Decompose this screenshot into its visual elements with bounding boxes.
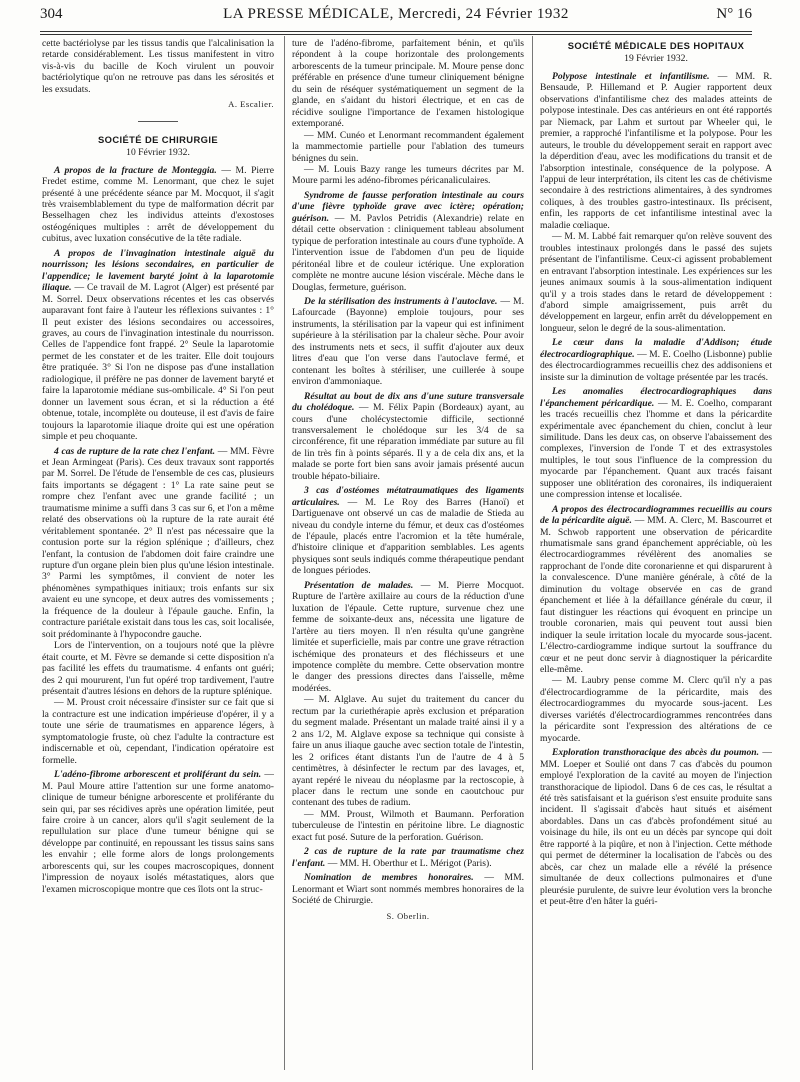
header-rule (40, 31, 752, 32)
article-text: — M. Lafourcade (Bayonne) emploie toujours, pour ses instruments, la stérilisation par la vapeur qui est infiniment supérieure à la stérilisation par la chaleur sèche. Pour avoir des instruments nets et secs, il suffit d'ajouter aux deux litres d'eau que l'on verse dans l'autoclave fermé, et contenant les boîtes à stériliser, une cuillerée à soupe environ d'ammoniaque. (292, 295, 524, 388)
column-divider-1 (284, 36, 285, 1070)
article (540, 71, 772, 231)
paragraph: Lors de l'intervention, on a toujours noté que la plèvre était courte, et M. Fèvre se demande si cette disposition n'a pas facilité les effets du traumatisme. 4 enfants ont guéri; des 2 qui moururent, l'un fut opéré trop tardivement, l'autre présentait d'autres lésions en dehors de la rupture splénique. (42, 640, 274, 698)
article-title: A propos de la fracture de Monteggia. (54, 164, 217, 176)
header-rule-2 (40, 34, 752, 35)
journal-title: LA PRESSE MÉDICALE, Mercredi, 24 Février 1932 (223, 6, 569, 22)
page-number: 304 (40, 6, 63, 22)
article (540, 337, 772, 383)
column-1 (42, 38, 274, 1068)
article (540, 747, 772, 907)
article-text: — M. Pierre Fredet estime, comme M. Lenormant, que chez le sujet présenté à une précédente séance par M. Mocquot, il s'agit très vraisemblablement du type de malformation décrit par Besselhagen chez les individus atteints d'exostoses ostéogéniques multiples : arrêt de développement du cubitus, avec luxation consécutive de la tête radiale. (42, 164, 274, 245)
article (292, 580, 524, 695)
article (42, 446, 274, 641)
article-text: — MM. R. Bensaude, P. Hillemand et P. Augier rapportent deux observations d'infantilisme chez des malades atteints de polypose intestinale. Des cas antérieurs en ont été rapportés par Niemack, par Lahm et surtout par Wheeler qui, le premier, a rapproché l'infantilisme et la polypose. Pour les auteurs, le trouble du développement serait en rapport avec la déperdition d'eau, avec les modifications du transit et de l'absorption intestinale, conséquence de la polypose. A l'appui de leur interprétation, ils citent les cas de chétivisme secondaire à des restrictions alimentaires, à des syndromes coliques, à des troubles gastro-intestinaux. Ils précisent, enfin, les rapports de cet infantilisme intestinal avec la maladie cœliaque. (540, 70, 772, 231)
section-title: SOCIÉTÉ MÉDICALE DES HOPITAUX (567, 40, 745, 51)
paragraph: — MM. Cunéo et Lenormant recommandent également la mammectomie partielle pour l'ablation des tumeurs bénignes du sein. (292, 129, 524, 164)
paragraph: ture de l'adéno-fibrome, parfaitement bénin, et qu'ils répondent à la coupe horizontale des prolongements arborescents de la tumeur principale. M. Moure pense donc préférable en présence d'une tumeur cliniquement bénigne du sein de réséquer systématiquement un segment de la glande, en s'aidant du histori électrique, et en cas de récidive souligne l'importance de l'examen histologique extemporané. (292, 38, 524, 130)
article-title: Polypose intestinale et infantilisme. (552, 70, 710, 82)
article-text: — M. E. Coelho (Lisbonne) publie des électrocardiogrammes recueillis chez des addisoniens et insiste sur la diminution de voltage présentée par les tracés. (540, 348, 772, 383)
paragraph: — MM. Proust, Wilmoth et Baumann. Perforation tuberculeuse de l'intestin en péritoine libre. Le diagnostic exact fut posé. Suture de la perforation. Guérison. (292, 808, 524, 843)
article (292, 391, 524, 483)
article-title: L'adéno-fibrome arborescent et proliférant du sein. (54, 769, 262, 781)
article-text: — MM. H. Oberthur et L. Mérigot (Paris). (327, 857, 492, 869)
column-divider-2 (532, 36, 533, 1070)
article (42, 769, 274, 895)
article (292, 846, 524, 869)
issue-number: N° 16 (716, 6, 752, 22)
article-text: — Ce travail de M. Lagrot (Alger) est présenté par M. Sorrel. Deux observations récentes et les cas observés auparavant font faire à l'auteur les réflexions suivantes : 1° Il peut exister des lésions secondaires ou accessoires, graves, au cours de l'invagination intestinale du nourrisson. Celles de l'appendice font frappé. 2° Seule la laparotomie permet de les constater et de les traiter. Elle doit toujours être pratiquée. 3° Si l'on ne dispose pas d'une installation radiologique, il préfère ne pas donner de lavement baryté et faire la laparotomie médiane sus-ombilicale. 4° Si l'on peut donner un lavement sous écran, et si la réduction a été obtenue, totale, incomplète ou douteuse, il est d'avis de faire toujours la laparotomie iliaque droite qui est une opération simple et peu choquante. (42, 282, 274, 443)
article-title: 4 cas de rupture de la rate chez l'enfant. (54, 445, 215, 457)
article-title: A propos des électrocardiogrammes recueillis au cours de la péricardite aiguë. (540, 503, 772, 527)
article (292, 872, 524, 906)
article-title: 2 cas de rupture de la rate par traumatisme chez l'enfant. (292, 846, 524, 869)
paragraph: — M. M. Labbé fait remarquer qu'on relève souvent des troubles intestinaux prolongés dans le passé des sujets présentant de l'infantilisme. Ceux-ci agissent probablement en entravant l'absorption intestinale. Les expériences sur les jeunes animaux soumis à la sous-alimentation indiquent qu'il y a trois stades dans le retard de développement : d'abord simple amaigrissement, puis arrêt du développement en largeur, enfin arrêt du développement en longueur, selon le degré de la sous-alimentation. (540, 231, 772, 334)
paragraph: — M. Laubry pense comme M. Clerc qu'il n'y a pas d'électrocardiogramme de la péricardite, mais des électrocardiogrammes du myocarde sous-jacent. Les diverses variétés d'électrocardiogrammes rencontrées dans la péricardite sont l'expression des altérations de ce myocarde. (540, 675, 772, 744)
article (540, 504, 772, 676)
signature: A. Escalier. (228, 99, 274, 110)
paragraph: cette bactériolyse par les tissus tandis que l'alcalinisation la retarde considérablement. Les tissus manifestent in vitro vis-à-vis du bacille de Koch virulent un pouvoir bactériolytique qu'on ne retrouve pas dans les sérosités et les exsudats. (42, 38, 274, 95)
article-title: Exploration transthoracique des abcès du poumon. (552, 747, 759, 759)
column-2 (292, 38, 524, 1068)
article-text: — MM. Fèvre et Jean Armingeat (Paris). Ces deux travaux sont rapportés par M. Sorrel. De l'étude de l'ensemble de ces cas, plusieurs faits importants se dégagent : 1° La rate saine peut se rompre chez l'enfant avec une grande facilité ; un traumatisme minime a suffi dans 3 cas sur 6, et l'on a même relaté des observations où la rupture de la rate aurait été véritablement spontanée. 2° Il n'est pas nécessaire que la contusion porte sur la région splénique ; d'ailleurs, chez l'enfant, la contusion de l'abdomen doit faire craindre une rupture d'un organe plein bien plus qu'une lésion intestinale. 3° Parmi les symptômes, il convient de noter les phénomènes sympathiques initiaux; trois enfants sur six avaient eu une syncope, et deux autres des vomissements ; la fréquence de la douleur à l'épaule gauche. Enfin, la contracture pariétale existait dans tous les cas, soit localisée, soit prédominante à l'hypocondre gauche. (42, 445, 274, 640)
article (292, 190, 524, 293)
article (42, 165, 274, 245)
article-text: — M. Pavlos Petridis (Alexandrie) relate en détail cette observation : cliniquement tableau absolument typique de perforation intestinale au cours d'une typhoïde. A l'intervention issue de l'abdomen d'un peu de liquide péritonéal libre et de couleur ictérique. Une exploration complète ne montre aucune lésion viscérale. Mèche dans le Douglas, fermeture, guérison. (292, 212, 524, 293)
article-title: Le cœur dans la maladie d'Addison; étude électrocardiographique. (540, 337, 772, 360)
article-text: — MM. A. Clerc, M. Bascourret et M. Schwob rapportent une observation de péricardite rhumatismale sans grand épanchement appréciable, où les électrocardiogrammes révélèrent des anomalies se rapprochant de l'onde dite coronarienne et qui disparurent à la convalescence. D'une manière générale, à côté de la diminution du voltage observée en cas de grand épanchement et liée à la défaillance générale du cœur, il faut distinguer les réactions qui évoquent en principe un trouble coronarien, mais qui peuvent tout aussi bien indiquer la seule irritation locale du myocarde sous-jacent. L'électro-cardiogramme indique surtout la souffrance du cœur et ne peut donc servir à diagnostiquer la péricardite elle-même. (540, 515, 772, 676)
section-title: SOCIÉTÉ DE CHIRURGIE (98, 133, 218, 145)
column-3 (540, 38, 772, 1068)
article-text: — M. Paul Moure attire l'attention sur une forme anatomo-clinique de tumeur bénigne arborescente et proliférante du sein qui, par ses récidives après une opération limitée, peut faire croire à un cancer, alors qu'il s'agit seulement de la repullulation sur place d'une tumeur bénigne qui se développe par continuité, en repoussant les tissus sains sans les envahir ; elle forme alors de longs prolongements arborescents qui, sur les coupes macroscopiques, donnent l'impression de noyaux isolés métastatiques, alors que l'examen microscopique montre que ces îlots ont la struc- (42, 769, 274, 895)
article-title: Nomination de membres honoraires. (304, 872, 474, 884)
article-title: Résultat au bout de dix ans d'une suture transversale du cholédoque. (292, 390, 524, 414)
article-title: De la stérilisation des instruments à l'autoclave. (304, 295, 498, 307)
page-header (40, 6, 752, 28)
article-text: — MM. Loeper et Soulié ont dans 7 cas d'abcès du poumon employé l'exploration de la cavité au moyen de l'injection transthoracique de lipiodol. Dans 6 de ces cas, le résultat a été très satisfaisant et la guérison s'est ensuite produite sans incident. Il s'agissait d'abcès haut situés et aisément abordables. Dans un cas d'abcès profondément situé au voisinage du hile, ils ont eu un décès par syncope qui doit être rapporté à la piqûre, et non à l'injection. Cette méthode qui permet de déterminer la localisation de l'abcès ou des abcès, car chez un malade elle a révélé la présence simultanée de deux collections pulmonaires et d'une pleurésie purulente, de suivre leur évolution vers la bronche et peut-être d'en hâter la guéri- (540, 747, 772, 908)
article (292, 485, 524, 577)
article-title: A propos de l'invagination intestinale aiguë du nourrisson; les lésions secondaires, en particulier de l'appendice; le lavement baryté joint à la laparotomie iliaque. (42, 247, 274, 294)
article-title: 3 cas d'ostéomes métatraumatiques des ligaments articulaires. (292, 485, 524, 508)
article (42, 248, 274, 443)
article-title: Syndrome de fausse perforation intestinale au cours d'une fièvre typhoïde grave avec ictère; opération; guérison. (292, 189, 524, 224)
article-text: — M. Pierre Mocquot. Rupture de l'artère axillaire au cours de la réduction d'une luxation de l'épaule. Cette rupture, survenue chez une femme de soixante-deux ans, nécessita une ligature de l'artère au tiers moyen. Il n'en résulta qu'une gangrène limitée et superficielle, mais par contre une grave rétraction ischémique des pronateurs et des fléchisseurs et une impotence complète du membre. Cette observation montre le danger des pressions directes dans l'aisselle, même modérées. (292, 579, 524, 694)
article-text: — MM. Lenormant et Wiart sont nommés membres honoraires de la Société de Chirurgie. (292, 872, 524, 907)
article-text: — M. Félix Papin (Bordeaux) ayant, au cours d'une cholécystectomie difficile, sectionné transversalement le cholédoque sur les 3/4 de sa circonférence, fit une réparation immédiate par suture au fil de lin très fin à points séparés. Il y a de cela dix ans, et la malade se porte fort bien sans avoir jamais présenté aucun trouble hépato-biliaire. (292, 402, 524, 482)
signature: S. Oberlin. (386, 910, 430, 921)
article (540, 386, 772, 501)
article (292, 296, 524, 388)
section-date: 10 Février 1932. (126, 147, 190, 159)
article-text: — M. E. Coelho, comparant les tracés recueillis chez l'homme et dans la péricardite expérimentale avec épanchement du chien, conclut à leur similitude. Dans les deux cas, on observe l'abaissement des complexes, l'inversion de l'onde T et des extrasystoles multiples, le tout sous l'influence de la compression du myocarde par l'épanchement. Quant aux tracés faisant supposer une oblitération des coronaires, ils indiqueraient une compression intense et localisée. (540, 397, 772, 501)
paragraph: — M. Proust croit nécessaire d'insister sur ce fait que si la contracture est une indication impérieuse d'opérer, il y a toute une série de traumatismes en apparence légers, à symptomatologie fruste, où chez l'adulte la contracture est indiscernable et où, cependant, l'indication opératoire est formelle. (42, 697, 274, 766)
article-text: — M. Le Roy des Barres (Hanoï) et Dartiguenave ont observé un cas de maladie de Stieda au niveau du condyle interne du fémur, et deux cas d'ostéomes de l'épaule, placés entre l'acromion et la tête humérale, d'histoire clinique et d'apparition semblables. Les agents physiques sont seuls indiqués comme thérapeutique pendant de longues périodes. (292, 496, 524, 577)
paragraph: — M. Alglave. Au sujet du traitement du cancer du rectum par la curiethérapie après exclusion et préparation du segment malade. Présentant un malade traité ainsi il y a 2 ans 1/2, M. Alglave expose sa technique qui consiste à faire un anus iliaque gauche avec section totale de l'intestin, les 2 orifices étant distants l'un de l'autre de 4 à 5 centimètres, à désinfecter le rectum par des lavages, et, ayant repéré le niveau du néoplasme par la rectoscopie, à placer dans le rectum une sonde en caoutchouc pur contenant des tubes de radium. (292, 694, 524, 809)
article-title: Les anomalies électrocardiographiques dans l'épanchement péricardique. (540, 386, 772, 409)
paragraph: — M. Louis Bazy range les tumeurs décrites par M. Moure parmi les adéno-fibromes péricanaliculaires. (292, 163, 524, 187)
section-date: 19 Février 1932. (624, 53, 688, 65)
divider (138, 121, 178, 122)
article-title: Présentation de malades. (304, 579, 414, 591)
